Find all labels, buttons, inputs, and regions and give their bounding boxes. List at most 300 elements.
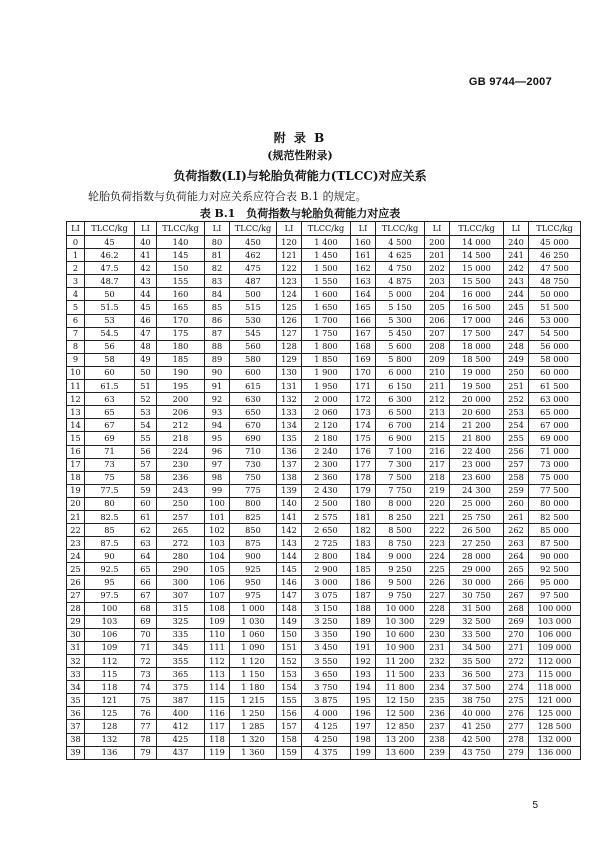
cell-load-capacity: 257 <box>157 510 205 523</box>
cell-load-index: 2 <box>67 262 85 275</box>
table-row <box>67 589 581 602</box>
cell-load-capacity: 9 500 <box>376 576 425 589</box>
cell-load-capacity: 5 800 <box>376 353 425 366</box>
cell-load-capacity: 600 <box>230 366 277 379</box>
cell-load-index: 120 <box>277 236 302 249</box>
cell-load-index: 74 <box>135 681 157 694</box>
cell-load-capacity: 224 <box>157 445 205 458</box>
cell-load-index: 43 <box>135 275 157 288</box>
cell-load-index: 44 <box>135 288 157 301</box>
cell-load-capacity: 30 000 <box>450 576 504 589</box>
cell-load-capacity: 11 800 <box>376 681 425 694</box>
table-row <box>67 550 581 563</box>
cell-load-capacity: 850 <box>230 524 277 537</box>
column-header-li: LI <box>425 222 450 236</box>
cell-load-index: 172 <box>351 393 376 406</box>
cell-load-capacity: 17 000 <box>450 314 504 327</box>
cell-load-capacity: 87 500 <box>529 537 581 550</box>
cell-load-index: 188 <box>351 602 376 615</box>
cell-load-capacity: 243 <box>157 484 205 497</box>
cell-load-index: 108 <box>205 602 230 615</box>
cell-load-capacity: 6 150 <box>376 380 425 393</box>
cell-load-index: 12 <box>67 393 85 406</box>
cell-load-capacity: 136 000 <box>529 746 581 759</box>
cell-load-capacity: 175 <box>157 327 205 340</box>
cell-load-capacity: 60 <box>85 366 135 379</box>
cell-load-index: 266 <box>504 576 529 589</box>
cell-load-index: 213 <box>425 406 450 419</box>
cell-load-capacity: 3 750 <box>302 681 351 694</box>
cell-load-index: 148 <box>277 602 302 615</box>
cell-load-capacity: 236 <box>157 471 205 484</box>
cell-load-capacity: 1 285 <box>230 720 277 733</box>
cell-load-index: 33 <box>67 668 85 681</box>
cell-load-index: 210 <box>425 366 450 379</box>
cell-load-capacity: 5 450 <box>376 327 425 340</box>
cell-load-capacity: 300 <box>157 576 205 589</box>
cell-load-capacity: 51 500 <box>529 301 581 314</box>
cell-load-capacity: 11 200 <box>376 655 425 668</box>
cell-load-index: 100 <box>205 497 230 510</box>
cell-load-index: 67 <box>135 589 157 602</box>
cell-load-capacity: 4 750 <box>376 262 425 275</box>
cell-load-index: 174 <box>351 419 376 432</box>
cell-load-index: 157 <box>277 720 302 733</box>
table-row <box>67 641 581 654</box>
cell-load-index: 75 <box>135 694 157 707</box>
cell-load-capacity: 12 500 <box>376 707 425 720</box>
cell-load-capacity: 1 850 <box>302 353 351 366</box>
table-row <box>67 249 581 262</box>
cell-load-index: 79 <box>135 746 157 759</box>
cell-load-capacity: 8 500 <box>376 524 425 537</box>
cell-load-index: 151 <box>277 641 302 654</box>
cell-load-index: 169 <box>351 353 376 366</box>
cell-load-index: 103 <box>205 537 230 550</box>
cell-load-index: 31 <box>67 641 85 654</box>
cell-load-capacity: 1 150 <box>230 668 277 681</box>
cell-load-index: 183 <box>351 537 376 550</box>
cell-load-index: 102 <box>205 524 230 537</box>
cell-load-index: 63 <box>135 537 157 550</box>
cell-load-index: 23 <box>67 537 85 550</box>
cell-load-index: 235 <box>425 694 450 707</box>
cell-load-capacity: 1 360 <box>230 746 277 759</box>
cell-load-capacity: 515 <box>230 301 277 314</box>
cell-load-capacity: 92.5 <box>85 563 135 576</box>
table-row <box>67 353 581 366</box>
cell-load-index: 246 <box>504 314 529 327</box>
cell-load-index: 204 <box>425 288 450 301</box>
cell-load-index: 277 <box>504 720 529 733</box>
cell-load-capacity: 272 <box>157 537 205 550</box>
cell-load-index: 47 <box>135 327 157 340</box>
cell-load-index: 91 <box>205 380 230 393</box>
cell-load-capacity: 1 500 <box>302 262 351 275</box>
cell-load-capacity: 6 900 <box>376 432 425 445</box>
cell-load-index: 144 <box>277 550 302 563</box>
cell-load-capacity: 109 <box>85 641 135 654</box>
cell-load-capacity: 37 500 <box>450 681 504 694</box>
cell-load-index: 45 <box>135 301 157 314</box>
cell-load-capacity: 437 <box>157 746 205 759</box>
cell-load-capacity: 345 <box>157 641 205 654</box>
table-row <box>67 576 581 589</box>
cell-load-index: 249 <box>504 353 529 366</box>
cell-load-index: 29 <box>67 615 85 628</box>
table-row <box>67 458 581 471</box>
cell-load-index: 83 <box>205 275 230 288</box>
cell-load-capacity: 13 600 <box>376 746 425 759</box>
cell-load-capacity: 60 000 <box>529 366 581 379</box>
table-row <box>67 628 581 641</box>
cell-load-index: 101 <box>205 510 230 523</box>
cell-load-capacity: 95 <box>85 576 135 589</box>
cell-load-capacity: 580 <box>230 353 277 366</box>
cell-load-capacity: 2 000 <box>302 393 351 406</box>
cell-load-capacity: 23 000 <box>450 458 504 471</box>
cell-load-capacity: 103 000 <box>529 615 581 628</box>
cell-load-capacity: 61 500 <box>529 380 581 393</box>
cell-load-index: 168 <box>351 340 376 353</box>
cell-load-capacity: 4 500 <box>376 236 425 249</box>
cell-load-index: 56 <box>135 445 157 458</box>
cell-load-index: 194 <box>351 681 376 694</box>
cell-load-capacity: 112 000 <box>529 655 581 668</box>
table-row <box>67 288 581 301</box>
cell-load-capacity: 1 550 <box>302 275 351 288</box>
cell-load-index: 220 <box>425 497 450 510</box>
cell-load-index: 255 <box>504 432 529 445</box>
cell-load-capacity: 47 500 <box>529 262 581 275</box>
cell-load-capacity: 58 000 <box>529 353 581 366</box>
cell-load-capacity: 63 000 <box>529 393 581 406</box>
cell-load-capacity: 16 500 <box>450 301 504 314</box>
cell-load-index: 27 <box>67 589 85 602</box>
cell-load-index: 25 <box>67 563 85 576</box>
cell-load-capacity: 51.5 <box>85 301 135 314</box>
table-row <box>67 393 581 406</box>
cell-load-capacity: 950 <box>230 576 277 589</box>
cell-load-capacity: 160 <box>157 288 205 301</box>
cell-load-index: 171 <box>351 380 376 393</box>
cell-load-capacity: 29 000 <box>450 563 504 576</box>
cell-load-capacity: 42 500 <box>450 733 504 746</box>
cell-load-capacity: 20 600 <box>450 406 504 419</box>
cell-load-capacity: 71 000 <box>529 445 581 458</box>
cell-load-capacity: 12 850 <box>376 720 425 733</box>
cell-load-index: 113 <box>205 668 230 681</box>
cell-load-index: 109 <box>205 615 230 628</box>
cell-load-index: 231 <box>425 641 450 654</box>
cell-load-capacity: 58 <box>85 353 135 366</box>
cell-load-capacity: 9 750 <box>376 589 425 602</box>
column-header-li: LI <box>277 222 302 236</box>
cell-load-capacity: 2 900 <box>302 563 351 576</box>
cell-load-capacity: 1 800 <box>302 340 351 353</box>
cell-load-capacity: 206 <box>157 406 205 419</box>
cell-load-index: 268 <box>504 602 529 615</box>
cell-load-index: 278 <box>504 733 529 746</box>
cell-load-index: 164 <box>351 288 376 301</box>
cell-load-capacity: 47.5 <box>85 262 135 275</box>
cell-load-capacity: 3 550 <box>302 655 351 668</box>
cell-load-index: 189 <box>351 615 376 628</box>
cell-load-index: 19 <box>67 484 85 497</box>
cell-load-index: 96 <box>205 445 230 458</box>
cell-load-capacity: 82 500 <box>529 510 581 523</box>
cell-load-index: 48 <box>135 340 157 353</box>
cell-load-index: 118 <box>205 733 230 746</box>
cell-load-capacity: 103 <box>85 615 135 628</box>
cell-load-index: 11 <box>67 380 85 393</box>
cell-load-index: 127 <box>277 327 302 340</box>
cell-load-capacity: 17 500 <box>450 327 504 340</box>
table-row <box>67 340 581 353</box>
cell-load-index: 36 <box>67 707 85 720</box>
table-row <box>67 694 581 707</box>
cell-load-index: 90 <box>205 366 230 379</box>
cell-load-capacity: 145 <box>157 249 205 262</box>
cell-load-index: 3 <box>67 275 85 288</box>
cell-load-capacity: 115 000 <box>529 668 581 681</box>
cell-load-capacity: 487 <box>230 275 277 288</box>
cell-load-index: 55 <box>135 432 157 445</box>
cell-load-capacity: 375 <box>157 681 205 694</box>
cell-load-index: 158 <box>277 733 302 746</box>
cell-load-index: 80 <box>205 236 230 249</box>
cell-load-index: 259 <box>504 484 529 497</box>
cell-load-capacity: 67 <box>85 419 135 432</box>
cell-load-capacity: 650 <box>230 406 277 419</box>
cell-load-index: 276 <box>504 707 529 720</box>
cell-load-capacity: 800 <box>230 497 277 510</box>
cell-load-capacity: 190 <box>157 366 205 379</box>
cell-load-capacity: 2 240 <box>302 445 351 458</box>
cell-load-index: 223 <box>425 537 450 550</box>
cell-load-capacity: 50 000 <box>529 288 581 301</box>
table-row <box>67 327 581 340</box>
cell-load-capacity: 750 <box>230 471 277 484</box>
cell-load-index: 141 <box>277 510 302 523</box>
cell-load-capacity: 530 <box>230 314 277 327</box>
cell-load-index: 152 <box>277 655 302 668</box>
cell-load-capacity: 1 650 <box>302 301 351 314</box>
cell-load-capacity: 90 000 <box>529 550 581 563</box>
cell-load-capacity: 118 000 <box>529 681 581 694</box>
cell-load-capacity: 92 500 <box>529 563 581 576</box>
cell-load-capacity: 31 500 <box>450 602 504 615</box>
cell-load-index: 273 <box>504 668 529 681</box>
cell-load-capacity: 77.5 <box>85 484 135 497</box>
cell-load-capacity: 85 <box>85 524 135 537</box>
cell-load-capacity: 975 <box>230 589 277 602</box>
cell-load-index: 95 <box>205 432 230 445</box>
cell-load-index: 221 <box>425 510 450 523</box>
cell-load-index: 186 <box>351 576 376 589</box>
cell-load-capacity: 4 375 <box>302 746 351 759</box>
cell-load-capacity: 13 200 <box>376 733 425 746</box>
cell-load-index: 242 <box>504 262 529 275</box>
cell-load-index: 244 <box>504 288 529 301</box>
cell-load-capacity: 185 <box>157 353 205 366</box>
table-row <box>67 510 581 523</box>
cell-load-capacity: 34 500 <box>450 641 504 654</box>
cell-load-index: 243 <box>504 275 529 288</box>
cell-load-index: 260 <box>504 497 529 510</box>
cell-load-index: 107 <box>205 589 230 602</box>
cell-load-capacity: 230 <box>157 458 205 471</box>
table-row <box>67 681 581 694</box>
cell-load-capacity: 165 <box>157 301 205 314</box>
table-row <box>67 668 581 681</box>
cell-load-index: 185 <box>351 563 376 576</box>
column-header-li: LI <box>504 222 529 236</box>
cell-load-capacity: 475 <box>230 262 277 275</box>
cell-load-index: 239 <box>425 746 450 759</box>
cell-load-index: 261 <box>504 510 529 523</box>
cell-load-index: 143 <box>277 537 302 550</box>
cell-load-index: 93 <box>205 406 230 419</box>
cell-load-index: 267 <box>504 589 529 602</box>
cell-load-capacity: 24 300 <box>450 484 504 497</box>
cell-load-index: 17 <box>67 458 85 471</box>
cell-load-capacity: 462 <box>230 249 277 262</box>
cell-load-index: 15 <box>67 432 85 445</box>
cell-load-index: 176 <box>351 445 376 458</box>
cell-load-index: 135 <box>277 432 302 445</box>
cell-load-capacity: 4 000 <box>302 707 351 720</box>
cell-load-capacity: 3 075 <box>302 589 351 602</box>
cell-load-capacity: 400 <box>157 707 205 720</box>
cell-load-index: 216 <box>425 445 450 458</box>
cell-load-capacity: 14 000 <box>450 236 504 249</box>
cell-load-capacity: 1 000 <box>230 602 277 615</box>
cell-load-index: 21 <box>67 510 85 523</box>
cell-load-index: 214 <box>425 419 450 432</box>
cell-load-capacity: 212 <box>157 419 205 432</box>
cell-load-capacity: 1 250 <box>230 707 277 720</box>
column-header-tlcc: TLCC/kg <box>85 222 135 236</box>
load-index-table <box>66 221 581 760</box>
cell-load-capacity: 9 000 <box>376 550 425 563</box>
cell-load-capacity: 3 000 <box>302 576 351 589</box>
cell-load-index: 69 <box>135 615 157 628</box>
cell-load-index: 180 <box>351 497 376 510</box>
cell-load-index: 94 <box>205 419 230 432</box>
cell-load-capacity: 1 600 <box>302 288 351 301</box>
cell-load-capacity: 2 800 <box>302 550 351 563</box>
table-row <box>67 537 581 550</box>
cell-load-index: 46 <box>135 314 157 327</box>
cell-load-capacity: 365 <box>157 668 205 681</box>
cell-load-index: 89 <box>205 353 230 366</box>
cell-load-capacity: 2 725 <box>302 537 351 550</box>
cell-load-index: 104 <box>205 550 230 563</box>
cell-load-capacity: 670 <box>230 419 277 432</box>
cell-load-index: 237 <box>425 720 450 733</box>
cell-load-index: 170 <box>351 366 376 379</box>
cell-load-index: 97 <box>205 458 230 471</box>
cell-load-capacity: 307 <box>157 589 205 602</box>
cell-load-index: 154 <box>277 681 302 694</box>
table-row <box>67 406 581 419</box>
cell-load-index: 1 <box>67 249 85 262</box>
cell-load-index: 182 <box>351 524 376 537</box>
cell-load-index: 16 <box>67 445 85 458</box>
table-row <box>67 655 581 668</box>
cell-load-capacity: 195 <box>157 380 205 393</box>
cell-load-capacity: 14 500 <box>450 249 504 262</box>
cell-load-capacity: 125 000 <box>529 707 581 720</box>
cell-load-index: 212 <box>425 393 450 406</box>
cell-load-capacity: 6 000 <box>376 366 425 379</box>
cell-load-capacity: 18 000 <box>450 340 504 353</box>
cell-load-capacity: 132 000 <box>529 733 581 746</box>
cell-load-capacity: 90 <box>85 550 135 563</box>
cell-load-index: 14 <box>67 419 85 432</box>
cell-load-index: 140 <box>277 497 302 510</box>
cell-load-index: 131 <box>277 380 302 393</box>
cell-load-index: 142 <box>277 524 302 537</box>
cell-load-capacity: 30 750 <box>450 589 504 602</box>
cell-load-index: 179 <box>351 484 376 497</box>
cell-load-index: 133 <box>277 406 302 419</box>
column-header-li: LI <box>135 222 157 236</box>
cell-load-capacity: 3 650 <box>302 668 351 681</box>
cell-load-index: 114 <box>205 681 230 694</box>
cell-load-index: 40 <box>135 236 157 249</box>
cell-load-index: 22 <box>67 524 85 537</box>
cell-load-capacity: 6 300 <box>376 393 425 406</box>
cell-load-index: 163 <box>351 275 376 288</box>
cell-load-index: 134 <box>277 419 302 432</box>
cell-load-capacity: 106 000 <box>529 628 581 641</box>
cell-load-index: 257 <box>504 458 529 471</box>
cell-load-capacity: 1 180 <box>230 681 277 694</box>
cell-load-index: 39 <box>67 746 85 759</box>
cell-load-index: 167 <box>351 327 376 340</box>
cell-load-index: 196 <box>351 707 376 720</box>
cell-load-index: 150 <box>277 628 302 641</box>
cell-load-capacity: 19 000 <box>450 366 504 379</box>
cell-load-capacity: 41 250 <box>450 720 504 733</box>
cell-load-index: 175 <box>351 432 376 445</box>
cell-load-index: 92 <box>205 393 230 406</box>
cell-load-capacity: 10 900 <box>376 641 425 654</box>
cell-load-capacity: 53 <box>85 314 135 327</box>
table-row <box>67 432 581 445</box>
cell-load-index: 201 <box>425 249 450 262</box>
cell-load-index: 232 <box>425 655 450 668</box>
cell-load-capacity: 115 <box>85 668 135 681</box>
cell-load-index: 248 <box>504 340 529 353</box>
cell-load-index: 52 <box>135 393 157 406</box>
cell-load-index: 73 <box>135 668 157 681</box>
cell-load-capacity: 3 250 <box>302 615 351 628</box>
cell-load-index: 199 <box>351 746 376 759</box>
cell-load-index: 84 <box>205 288 230 301</box>
cell-load-capacity: 21 200 <box>450 419 504 432</box>
appendix-heading: 负荷指数(LI)与轮胎负荷能力(TLCC)对应关系 <box>173 169 427 183</box>
cell-load-index: 209 <box>425 353 450 366</box>
cell-load-capacity: 38 750 <box>450 694 504 707</box>
cell-load-capacity: 7 750 <box>376 484 425 497</box>
cell-load-index: 105 <box>205 563 230 576</box>
cell-load-capacity: 71 <box>85 445 135 458</box>
cell-load-index: 207 <box>425 327 450 340</box>
table-header <box>67 222 581 236</box>
